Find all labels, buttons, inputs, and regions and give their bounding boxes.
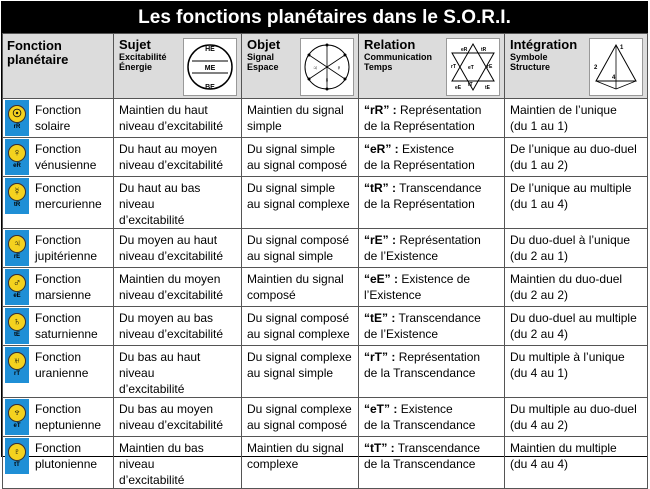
- sujet-cell: [114, 177, 242, 229]
- integration-line1: De l’unique au multiple: [510, 181, 632, 195]
- relation-line1: Transcendance: [399, 181, 482, 195]
- sujet-line1: Du moyen au haut: [119, 233, 218, 247]
- relation-line2: de la Transcendance: [364, 418, 476, 432]
- integration-line1: Du duo-duel à l’unique: [510, 233, 631, 247]
- fonction-name: jupitérienne: [35, 249, 98, 263]
- page-title: Les fonctions planétaires dans le S.O.R.I.: [2, 2, 647, 33]
- planet-code: eE: [13, 293, 21, 299]
- relation-cell: [359, 177, 505, 229]
- fonction-name: neptunienne: [35, 418, 102, 432]
- sujet-line2: niveau d’excitabilité: [119, 288, 224, 302]
- objet-line1: Du signal composé: [247, 311, 350, 325]
- header-sujet: [114, 34, 242, 99]
- relation-line2: de la Représentation: [364, 197, 475, 211]
- header-relation-label: Relation: [364, 37, 416, 52]
- objet-cell: [242, 307, 359, 346]
- planet-symbol-icon: [5, 269, 29, 305]
- relation-cell: [359, 307, 505, 346]
- relation-key: “tT” :: [364, 441, 395, 455]
- header-integration-sub1: Symbole: [510, 52, 548, 62]
- planet-code: rR: [13, 124, 21, 130]
- table-row: [3, 99, 648, 138]
- fonction-line1: Fonction: [35, 181, 82, 195]
- planet-code: rE: [13, 254, 21, 260]
- fonction-cell: [3, 268, 114, 307]
- table-row: [3, 268, 648, 307]
- relation-key: “eT” :: [364, 402, 398, 416]
- sujet-cell: [114, 268, 242, 307]
- planetary-functions-table-page: [1, 1, 648, 487]
- relation-key: “rE” :: [364, 233, 397, 247]
- objet-line2: au signal composé: [247, 418, 348, 432]
- relation-key: “eR” :: [364, 142, 399, 156]
- integration-cell: [505, 268, 648, 307]
- diagram-label-me: ME: [204, 65, 216, 72]
- sujet-line2: d’excitabilité: [119, 473, 185, 487]
- objet-cell: [242, 346, 359, 398]
- objet-line2: simple: [247, 119, 282, 133]
- header-integration: [505, 34, 648, 99]
- planet-glyph: ☿: [8, 183, 26, 201]
- header-sujet-label: Sujet: [119, 37, 151, 52]
- header-fonction-label: Fonction planétaire: [7, 38, 69, 67]
- fonction-line1: Fonction: [35, 402, 82, 416]
- fonction-cell: [3, 437, 114, 489]
- objet-line1: Du signal complexe: [247, 402, 352, 416]
- relation-line2: de la Représentation: [364, 119, 475, 133]
- sujet-line1: Du haut au moyen: [119, 142, 218, 156]
- relation-line1: Existence: [402, 142, 455, 156]
- diagram-label-ee: eE: [455, 85, 462, 91]
- objet-line1: Du signal simple: [247, 142, 336, 156]
- fonction-cell: [3, 346, 114, 398]
- planet-symbol-icon: [5, 438, 29, 474]
- objet-line2: au signal complexe: [247, 327, 350, 341]
- header-integration-label: Intégration: [510, 37, 578, 52]
- header-objet-label: Objet: [247, 37, 281, 52]
- relation-key: “tR” :: [364, 181, 396, 195]
- fonction-name: solaire: [35, 119, 71, 133]
- relation-line1: Transcendance: [398, 311, 481, 325]
- objet-cell: [242, 177, 359, 229]
- sujet-line2: niveau d’excitabilité: [119, 158, 224, 172]
- integration-line1: Maintien de l’unique: [510, 103, 617, 117]
- integration-line1: Maintien du duo-duel: [510, 272, 623, 286]
- diagram-label-2: 2: [594, 65, 598, 71]
- objet-line1: Maintien du signal: [247, 272, 344, 286]
- objet-line1: Maintien du signal: [247, 441, 344, 455]
- fonction-line1: Fonction: [35, 142, 82, 156]
- fonction-cell: [3, 99, 114, 138]
- objet-cell: [242, 229, 359, 268]
- objet-line1: Maintien du signal: [247, 103, 344, 117]
- integration-cell: [505, 437, 648, 489]
- fonction-line1: Fonction: [35, 233, 82, 247]
- diagram-label-et: eT: [468, 65, 474, 71]
- fonction-cell: [3, 177, 114, 229]
- fonction-line1: Fonction: [35, 311, 82, 325]
- relation-line1: Représentation: [400, 103, 482, 117]
- planet-symbol-icon: [5, 178, 29, 214]
- relation-cell: [359, 398, 505, 437]
- header-relation-sub1: Communication: [364, 52, 433, 62]
- relation-cell: [359, 138, 505, 177]
- relation-line2: de la Transcendance: [364, 366, 476, 380]
- sujet-cell: [114, 437, 242, 489]
- relation-line2: de l’Existence: [364, 249, 439, 263]
- planet-code: eR: [13, 163, 21, 169]
- relation-key: “eE” :: [364, 272, 399, 286]
- functions-table: [2, 33, 648, 489]
- sujet-cell: [114, 99, 242, 138]
- integration-cell: [505, 307, 648, 346]
- objet-line2: au signal complexe: [247, 197, 350, 211]
- header-fonction: [3, 34, 114, 99]
- table-row: [3, 177, 648, 229]
- planet-glyph: ♄: [8, 313, 26, 331]
- relation-cell: [359, 437, 505, 489]
- sujet-line1: Du haut au bas niveau: [119, 181, 201, 211]
- fonction-line1: Fonction: [35, 441, 82, 455]
- sujet-cell: [114, 346, 242, 398]
- relation-key: “tE” :: [364, 311, 396, 325]
- fonction-name: uranienne: [35, 366, 89, 380]
- sujet-line2: niveau d’excitabilité: [119, 119, 224, 133]
- planet-symbol-icon: [5, 399, 29, 435]
- diagram-label-tt: tT: [468, 82, 473, 88]
- table-row: [3, 229, 648, 268]
- planet-glyph: ♂: [8, 274, 26, 292]
- objet-cell: [242, 268, 359, 307]
- svg-text:♃: ♃: [312, 65, 318, 72]
- svg-text:♀: ♀: [336, 65, 342, 72]
- table-row: [3, 307, 648, 346]
- table-header-row: [3, 34, 648, 99]
- sujet-cell: [114, 138, 242, 177]
- relation-line1: Représentation: [398, 350, 481, 364]
- integration-cell: [505, 99, 648, 138]
- integration-line1: Du multiple à l’unique: [510, 350, 625, 364]
- header-relation-sub2: Temps: [364, 62, 393, 72]
- integration-line2: (du 4 au 1): [510, 366, 569, 380]
- integration-line1: De l’unique au duo-duel: [510, 142, 637, 156]
- fonction-name: saturnienne: [35, 327, 98, 341]
- objet-line1: Du signal complexe: [247, 350, 352, 364]
- integration-line1: Maintien du multiple: [510, 441, 617, 455]
- integration-cell: [505, 346, 648, 398]
- planet-code: tE: [14, 332, 20, 338]
- integration-cell: [505, 398, 648, 437]
- integration-cell: [505, 229, 648, 268]
- objet-line1: Du signal composé: [247, 233, 350, 247]
- planet-glyph: ♃: [8, 235, 26, 253]
- integration-line2: (du 1 au 1): [510, 119, 569, 133]
- objet-line2: au signal simple: [247, 249, 334, 263]
- fonction-name: vénusienne: [35, 158, 97, 172]
- sujet-line2: niveau d’excitabilité: [119, 249, 224, 263]
- relation-key: “rT” :: [364, 350, 396, 364]
- diagram-label-er: eR: [461, 47, 468, 53]
- header-relation: [359, 34, 505, 99]
- relation-line2: l’Existence: [364, 288, 422, 302]
- header-objet-sub1: Signal: [247, 52, 275, 62]
- sujet-line1: Maintien du haut: [119, 103, 208, 117]
- integration-line1: Du multiple au duo-duel: [510, 402, 637, 416]
- fonction-name: marsienne: [35, 288, 92, 302]
- sujet-cell: [114, 398, 242, 437]
- fonction-name: plutonienne: [35, 457, 98, 471]
- header-sujet-sub1: Excitabilité: [119, 52, 167, 62]
- integration-line2: (du 4 au 2): [510, 418, 569, 432]
- fonction-cell: [3, 398, 114, 437]
- diagram-label-tr: tR: [481, 47, 487, 53]
- planet-code: rT: [14, 371, 20, 377]
- objet-cell: [242, 437, 359, 489]
- planet-symbol-icon: [5, 347, 29, 383]
- objet-line2: complexe: [247, 457, 299, 471]
- sujet-cell: [114, 229, 242, 268]
- sujet-diagram-icon: [183, 38, 237, 96]
- objet-cell: [242, 398, 359, 437]
- sujet-line2: d’excitabilité: [119, 213, 185, 227]
- sujet-line2: niveau d’excitabilité: [119, 418, 224, 432]
- header-objet: [242, 34, 359, 99]
- sujet-line2: d’excitabilité: [119, 382, 185, 396]
- relation-key: “rR” :: [364, 103, 397, 117]
- integration-line2: (du 1 au 2): [510, 158, 569, 172]
- relation-cell: [359, 229, 505, 268]
- header-objet-sub2: Espace: [247, 62, 279, 72]
- fonction-cell: [3, 229, 114, 268]
- integration-line1: Du duo-duel au multiple: [510, 311, 637, 325]
- diagram-label-rt: rT: [451, 64, 456, 70]
- relation-line1: Transcendance: [397, 441, 481, 455]
- fonction-cell: [3, 138, 114, 177]
- sujet-cell: [114, 307, 242, 346]
- objet-diagram-icon: [300, 38, 354, 96]
- planet-symbol-icon: [5, 230, 29, 266]
- fonction-line1: Fonction: [35, 103, 82, 117]
- sujet-line1: Maintien du bas niveau: [119, 441, 204, 471]
- planet-glyph: ♀: [8, 144, 26, 162]
- fonction-line1: Fonction: [35, 350, 82, 364]
- integration-line2: (du 4 au 4): [510, 457, 569, 471]
- planet-symbol-icon: [5, 100, 29, 136]
- svg-text:☿: ☿: [324, 78, 330, 85]
- diagram-label-he: HE: [205, 46, 215, 53]
- planet-code: eT: [13, 423, 21, 429]
- planet-symbol-icon: [5, 308, 29, 344]
- sujet-line1: Du bas au moyen: [119, 402, 214, 416]
- objet-cell: [242, 99, 359, 138]
- diagram-label-re: rE: [487, 64, 493, 70]
- relation-cell: [359, 99, 505, 138]
- header-sujet-sub2: Énergie: [119, 62, 153, 72]
- planet-code: tR: [13, 202, 21, 208]
- fonction-line1: Fonction: [35, 272, 82, 286]
- sujet-line2: niveau d’excitabilité: [119, 327, 224, 341]
- objet-line2: composé: [247, 288, 296, 302]
- diagram-label-1: 1: [620, 45, 624, 51]
- integration-line2: (du 2 au 2): [510, 288, 569, 302]
- relation-line1: Représentation: [399, 233, 481, 247]
- integration-cell: [505, 177, 648, 229]
- objet-line2: au signal composé: [247, 158, 348, 172]
- planet-glyph: ☉: [8, 105, 26, 123]
- header-integration-sub2: Structure: [510, 62, 551, 72]
- relation-line1: Existence de: [401, 272, 471, 286]
- fonction-cell: [3, 307, 114, 346]
- objet-cell: [242, 138, 359, 177]
- relation-line2: de la Transcendance: [364, 457, 476, 471]
- planet-symbol-icon: [5, 139, 29, 175]
- relation-line2: de l’Existence: [364, 327, 439, 341]
- planet-glyph: ♆: [8, 404, 26, 422]
- diagram-label-te: tE: [485, 85, 490, 91]
- planet-glyph: ♇: [8, 443, 26, 461]
- objet-line1: Du signal simple: [247, 181, 336, 195]
- table-row: [3, 398, 648, 437]
- integration-diagram-icon: [589, 38, 643, 96]
- planet-glyph: ♅: [8, 352, 26, 370]
- sujet-line1: Du moyen au bas: [119, 311, 214, 325]
- relation-line2: de la Représentation: [364, 158, 475, 172]
- planet-code: tT: [14, 462, 20, 468]
- table-row: [3, 346, 648, 398]
- table-row: [3, 138, 648, 177]
- relation-cell: [359, 268, 505, 307]
- diagram-label-4: 4: [612, 75, 616, 81]
- relation-cell: [359, 346, 505, 398]
- diagram-label-be: BE: [205, 84, 215, 91]
- integration-line2: (du 2 au 4): [510, 327, 569, 341]
- sujet-line1: Maintien du moyen: [119, 272, 221, 286]
- integration-line2: (du 1 au 4): [510, 197, 569, 211]
- sujet-line1: Du bas au haut niveau: [119, 350, 201, 380]
- table-row: [3, 437, 648, 489]
- relation-diagram-icon: [446, 38, 500, 96]
- integration-cell: [505, 138, 648, 177]
- relation-line1: Existence: [400, 402, 453, 416]
- fonction-name: mercurienne: [35, 197, 102, 211]
- objet-line2: au signal simple: [247, 366, 334, 380]
- integration-line2: (du 2 au 1): [510, 249, 569, 263]
